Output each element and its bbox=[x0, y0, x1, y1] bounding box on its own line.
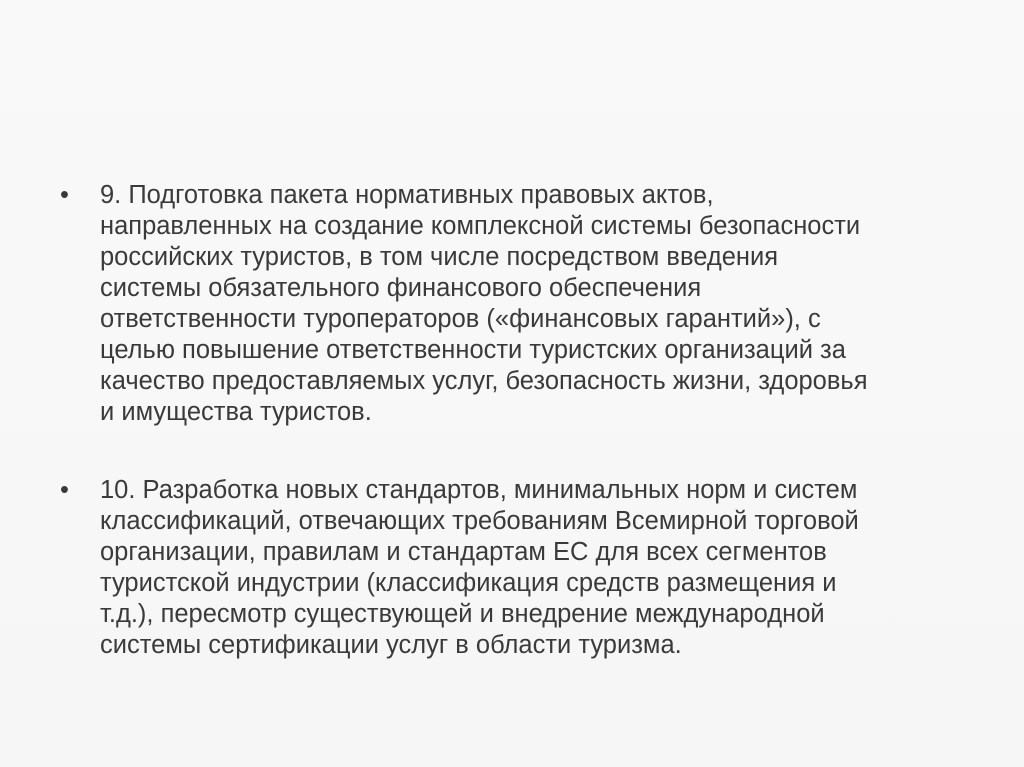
bullet-marker: • bbox=[60, 181, 69, 209]
bullet-list bbox=[60, 180, 980, 661]
bullet-text: 10. Разработка новых стандартов, минимальных норм и систем классификаций, отвечающих требованиям Всемирной торговой организации, правилам и стандартам ЕС для всех сегментов туристской индустрии (классификация средств размещения и т.д.), пересмотр существующей и внедрение международной системы сертификации услуг в области туризма. bbox=[100, 476, 859, 659]
bullet-item-10 bbox=[60, 475, 980, 661]
bullet-item-9 bbox=[60, 180, 980, 428]
bullet-text: 9. Подготовка пакета нормативных правовых актов, направленных на создание комплексной системы безопасности российских туристов, в том числе посредством введения системы обязательного финансового обеспечения ответственности туроператоров («финансовых гарантий»), с целью повышение ответственности туристских организаций за качество предоставляемых услуг, безопасность жизни, здоровья и имущества туристов. bbox=[100, 181, 868, 426]
bullet-marker: • bbox=[60, 476, 69, 504]
